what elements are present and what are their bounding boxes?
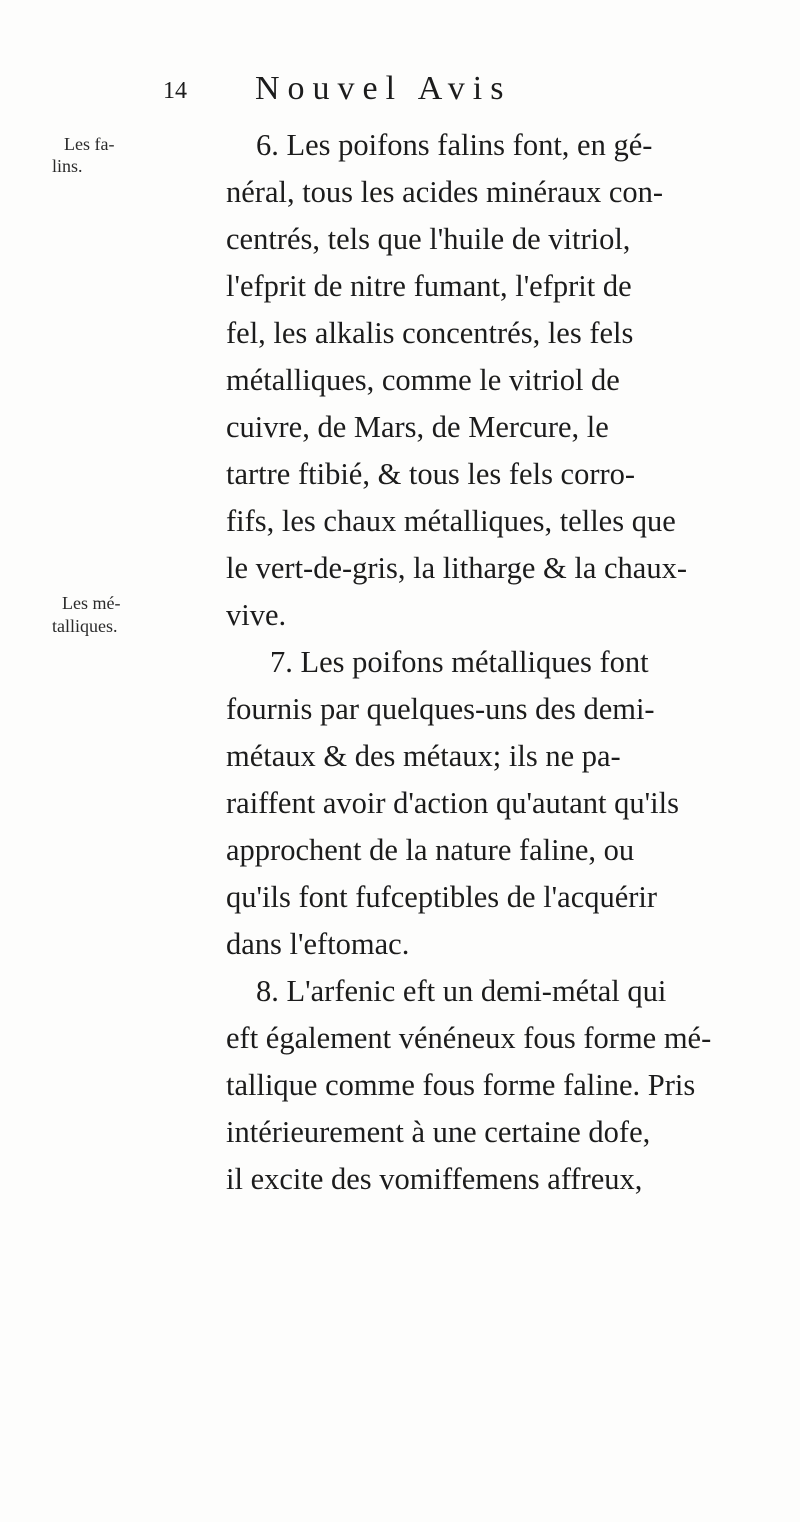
paragraph-line: centrés, tels que l'huile de vitriol, — [226, 222, 631, 256]
paragraph-line: tartre ftibié, & tous les fels corro- — [226, 457, 636, 491]
margin-note-line: Les fa- — [64, 134, 115, 154]
margin-note-line: lins. — [52, 156, 83, 176]
paragraph-line: 7. Les poifons métalliques font — [270, 645, 649, 679]
paragraph-line: fifs, les chaux métalliques, telles que — [226, 504, 676, 538]
paragraph-line: qu'ils font fufceptibles de l'acquérir — [226, 880, 658, 914]
paragraph-line: fournis par quelques-uns des demi- — [226, 692, 655, 726]
paragraph-line: néral, tous les acides minéraux con- — [226, 175, 664, 209]
paragraph-line: fel, les alkalis concentrés, les fels — [226, 316, 634, 350]
paragraph-line: tallique comme fous forme faline. Pris — [226, 1068, 696, 1102]
paragraph-line: dans l'eftomac. — [226, 927, 410, 961]
running-head — [163, 70, 663, 114]
margin-note-line: Les mé- — [62, 593, 121, 613]
paragraph-line: raiffent avoir d'action qu'autant qu'ils — [226, 786, 679, 820]
paragraph-line: 6. Les poifons falins font, en gé- — [256, 128, 653, 162]
paragraph-line: il excite des vomiffemens affreux, — [226, 1162, 643, 1196]
paragraph-line: eft également vénéneux fous forme mé- — [226, 1021, 712, 1055]
paragraph-line: le vert-de-gris, la litharge & la chaux- — [226, 551, 687, 585]
paragraph-line: 8. L'arfenic eft un demi-métal qui — [256, 974, 667, 1008]
paragraph-line: métalliques, comme le vitriol de — [226, 363, 620, 397]
page-number: 14 — [163, 78, 187, 104]
paragraph-line: vive. — [226, 598, 287, 632]
paragraph-line: l'efprit de nitre fumant, l'efprit de — [226, 269, 632, 303]
running-title: Nouvel Avis — [255, 70, 512, 107]
paragraph-line: approchent de la nature faline, ou — [226, 833, 635, 867]
paragraph-line: cuivre, de Mars, de Mercure, le — [226, 410, 609, 444]
paragraph-line: métaux & des métaux; ils ne pa- — [226, 739, 621, 773]
margin-note-line: talliques. — [52, 616, 118, 636]
paragraph-line: intérieurement à une certaine dofe, — [226, 1115, 651, 1149]
